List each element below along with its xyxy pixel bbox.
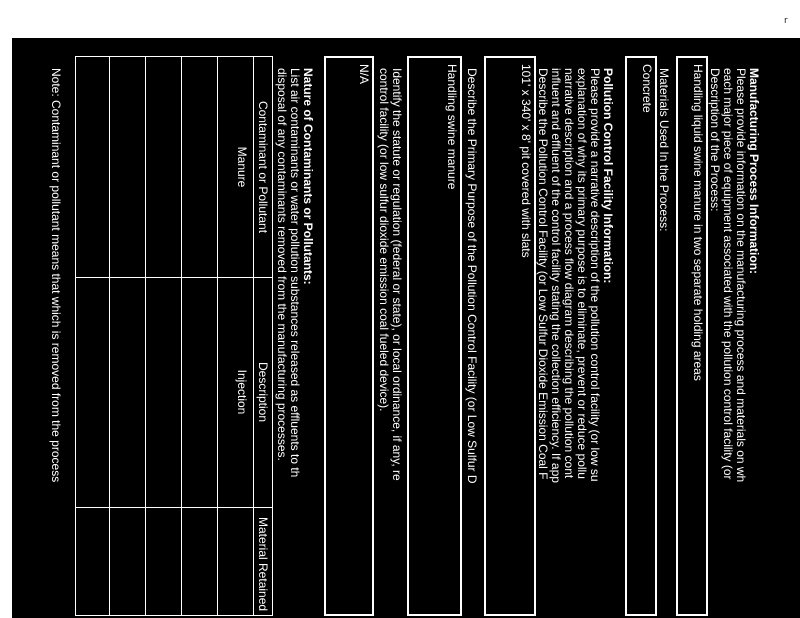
- materials-label: Materials Used In the Process:: [657, 68, 671, 232]
- table-row-rule-4: [109, 57, 110, 615]
- materials-value: Concrete: [640, 64, 654, 113]
- table-divider-2: [76, 507, 272, 508]
- process-description-label: Description of the Process:: [708, 68, 722, 212]
- primary-purpose-label: Describe the Primary Purpose of the Pollution Control Facility (or Low Sulfur D: [465, 68, 479, 484]
- table-cell-contaminant[interactable]: Manure: [235, 146, 249, 188]
- table-row-rule-2: [181, 57, 182, 615]
- contaminant-note: Note: Contaminant or pollutant means that which is removed from the process: [49, 68, 63, 483]
- process-description-value: Handling liquid swine manure in two separate holding areas: [691, 64, 705, 381]
- contaminants-heading: Nature of Contaminants or Pollutants:: [301, 68, 315, 285]
- table-cell-description[interactable]: Injection: [235, 369, 249, 415]
- primary-purpose-value: Handling swine manure: [445, 64, 459, 190]
- facility-description-field[interactable]: [484, 56, 536, 616]
- statute-label-1: Identify the statute or regulation (federal or state), or local ordinance, if any, re: [390, 68, 404, 481]
- contaminants-instructions-2: disposal of any contaminants removed from the manufacturing processes.: [275, 68, 289, 461]
- pollution-control-heading: Pollution Control Facility Information:: [601, 68, 615, 284]
- table-header-contaminant: Contaminant or Pollutant: [256, 100, 270, 234]
- scanned-page: [12, 38, 800, 618]
- scan-mark-top: r: [784, 16, 788, 26]
- table-header-material-retained: Material Retained: [256, 517, 270, 612]
- pollution-control-instructions-3: narrative description and a process flow diagram describing the pollution cont: [562, 68, 576, 479]
- materials-field[interactable]: [625, 56, 657, 616]
- statute-label-2: control facility (or low sulfur dioxide emission coal fueled device).: [377, 68, 391, 412]
- pollution-control-instructions-2: explanation of why its primary purpose is to eliminate, prevent or reduce pollu: [575, 68, 589, 479]
- table-row-rule-1: [217, 57, 218, 615]
- contaminants-table: [75, 56, 273, 616]
- pollution-control-instructions-1: Please provide a narrative description of the pollution control facility (or low su: [588, 68, 602, 482]
- table-row-rule-3: [145, 57, 146, 615]
- manufacturing-heading: Manufacturing Process Information:: [747, 68, 761, 275]
- statute-value: N/A: [357, 64, 371, 85]
- facility-description-value: 101' x 340' x 8' pit covered with slats: [519, 64, 533, 258]
- primary-purpose-field[interactable]: [407, 56, 462, 616]
- rotated-form: [12, 38, 770, 618]
- table-header-description: Description: [256, 361, 270, 423]
- facility-description-label: Describe the Pollution Control Facility (or Low Sulfur Dioxide Emission Coal F: [536, 68, 550, 480]
- process-description-field[interactable]: [676, 56, 708, 616]
- table-header-rule: [253, 57, 254, 615]
- pollution-control-instructions-4: influent and effluent of the control facility stating the collection efficiency. If app: [549, 68, 563, 483]
- manufacturing-instructions-1: Please provide information on the manufacturing process and materials on wh: [734, 68, 748, 483]
- statute-field[interactable]: [324, 56, 374, 616]
- manufacturing-instructions-2: each major piece of equipment associated with the pollution control facility (or: [721, 68, 735, 480]
- contaminants-instructions-1: List air contaminants or water pollution substances released as effluents to th: [288, 68, 302, 478]
